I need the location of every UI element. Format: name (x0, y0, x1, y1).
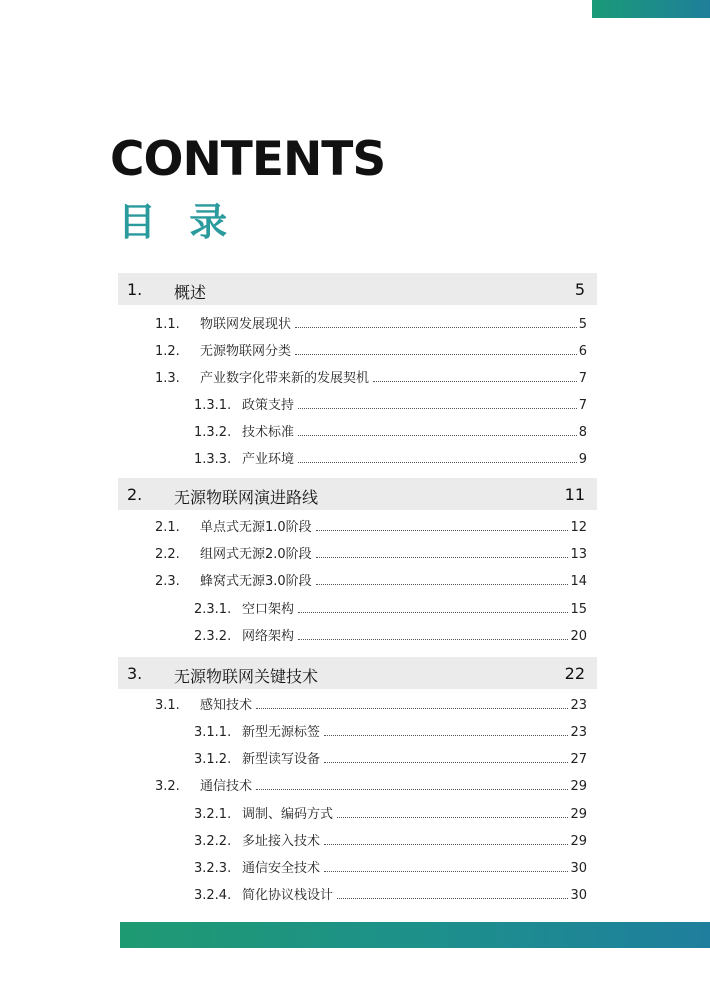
toc-entry-number: 2.3.1. (194, 602, 232, 617)
toc-entry-title: 技术标准 (242, 425, 295, 440)
toc-entry-number: 3.2.3. (194, 861, 232, 876)
toc-entry-number: 2.3.2. (194, 629, 232, 644)
toc-entry-page: 29 (570, 807, 587, 822)
toc-chapter-number: 3. (127, 664, 143, 683)
toc-entry-number: 3.2.1. (194, 807, 232, 822)
toc-subsubsection-row[interactable] (194, 420, 587, 440)
toc-entry-number: 1.3.1. (194, 398, 232, 413)
toc-dot-leader (298, 611, 568, 613)
toc-section-row[interactable] (155, 542, 587, 562)
toc-section-row[interactable] (155, 339, 587, 359)
toc-chapter-page: 11 (564, 485, 585, 504)
toc-entry-title: 通信技术 (200, 779, 253, 794)
toc-section-row[interactable] (155, 312, 587, 332)
toc-dot-leader (256, 788, 568, 790)
toc-entry-page: 13 (570, 547, 587, 562)
toc-dot-leader (256, 707, 568, 709)
toc-entry-title: 产业数字化带来新的发展契机 (200, 371, 370, 386)
toc-dot-leader (324, 843, 568, 845)
toc-entry-number: 3.1.2. (194, 752, 232, 767)
toc-entry-number: 1.2. (155, 344, 180, 359)
toc-entry-number: 1.3.2. (194, 425, 232, 440)
contents-heading: CONTENTS (110, 132, 386, 187)
toc-entry-number: 1.3.3. (194, 452, 232, 467)
toc-chapter-row[interactable] (118, 478, 597, 510)
toc-entry-number: 3.1.1. (194, 725, 232, 740)
toc-chapter-number: 2. (127, 485, 143, 504)
toc-entry-number: 2.1. (155, 520, 180, 535)
toc-section-row[interactable] (155, 569, 587, 589)
toc-entry-page: 23 (570, 725, 587, 740)
toc-entry-title: 政策支持 (242, 398, 295, 413)
toc-subsubsection-row[interactable] (194, 747, 587, 767)
toc-entry-page: 29 (570, 779, 587, 794)
toc-entry-title: 感知技术 (200, 698, 253, 713)
toc-dot-leader (373, 380, 577, 382)
toc-dot-leader (295, 353, 577, 355)
toc-section-row[interactable] (155, 774, 587, 794)
toc-chapter-title: 概述 (174, 283, 207, 302)
toc-dot-leader (316, 556, 569, 558)
toc-entry-title: 调制、编码方式 (242, 807, 334, 822)
toc-section-row[interactable] (155, 693, 587, 713)
toc-entry-title: 蜂窝式无源3.0阶段 (200, 574, 312, 589)
toc-entry-title: 简化协议栈设计 (242, 888, 334, 903)
toc-entry-number: 3.2. (155, 779, 180, 794)
toc-subsubsection-row[interactable] (194, 883, 587, 903)
toc-dot-leader (316, 529, 569, 531)
toc-entry-title: 空口架构 (242, 602, 295, 617)
toc-entry-page: 7 (578, 398, 587, 413)
toc-dot-leader (316, 583, 569, 585)
toc-entry-number: 1.3. (155, 371, 180, 386)
toc-chapter-number: 1. (127, 280, 143, 299)
toc-dot-leader (337, 897, 568, 899)
toc-subsubsection-row[interactable] (194, 720, 587, 740)
toc-entry-title: 新型读写设备 (242, 752, 321, 767)
toc-subsubsection-row[interactable] (194, 829, 587, 849)
toc-dot-leader (295, 326, 577, 328)
bottom-accent-band (120, 922, 710, 948)
toc-section-row[interactable] (155, 366, 587, 386)
toc-chapter-page: 22 (564, 664, 585, 683)
toc-entry-number: 1.1. (155, 317, 180, 332)
toc-chapter-page: 5 (574, 280, 585, 299)
toc-dot-leader (298, 461, 577, 463)
toc-entry-title: 产业环境 (242, 452, 295, 467)
toc-entry-number: 2.2. (155, 547, 180, 562)
toc-chapter-row[interactable] (118, 657, 597, 689)
toc-entry-number: 2.3. (155, 574, 180, 589)
toc-subsubsection-row[interactable] (194, 624, 587, 644)
toc-entry-number: 3.2.4. (194, 888, 232, 903)
toc-subsubsection-row[interactable] (194, 597, 587, 617)
toc-entry-page: 8 (578, 425, 587, 440)
toc-entry-page: 6 (578, 344, 587, 359)
toc-entry-page: 30 (570, 888, 587, 903)
toc-entry-title: 单点式无源1.0阶段 (200, 520, 312, 535)
toc-section-row[interactable] (155, 515, 587, 535)
toc-chapter-title: 无源物联网关键技术 (174, 667, 319, 686)
toc-entry-number: 3.2.2. (194, 834, 232, 849)
toc-entry-page: 27 (570, 752, 587, 767)
toc-subsubsection-row[interactable] (194, 856, 587, 876)
toc-chapter-row[interactable] (118, 273, 597, 305)
contents-heading-cn: 目 录 (118, 199, 238, 244)
toc-entry-page: 29 (570, 834, 587, 849)
toc-dot-leader (324, 734, 568, 736)
toc-entry-page: 9 (578, 452, 587, 467)
toc-entry-page: 15 (570, 602, 587, 617)
toc-entry-title: 网络架构 (242, 629, 295, 644)
toc-chapter-title: 无源物联网演进路线 (174, 488, 319, 507)
toc-dot-leader (324, 761, 568, 763)
toc-entry-page: 20 (570, 629, 587, 644)
toc-dot-leader (298, 638, 568, 640)
toc-dot-leader (298, 407, 577, 409)
toc-entry-title: 无源物联网分类 (200, 344, 292, 359)
toc-entry-page: 5 (578, 317, 587, 332)
toc-entry-title: 组网式无源2.0阶段 (200, 547, 312, 562)
toc-entry-title: 物联网发展现状 (200, 317, 292, 332)
toc-entry-page: 7 (578, 371, 587, 386)
toc-subsubsection-row[interactable] (194, 447, 587, 467)
toc-entry-title: 通信安全技术 (242, 861, 321, 876)
toc-entry-page: 30 (570, 861, 587, 876)
toc-entry-page: 12 (570, 520, 587, 535)
toc-dot-leader (324, 870, 568, 872)
toc-subsubsection-row[interactable] (194, 802, 587, 822)
toc-entry-title: 多址接入技术 (242, 834, 321, 849)
toc-entry-title: 新型无源标签 (242, 725, 321, 740)
toc-entry-number: 3.1. (155, 698, 180, 713)
toc-dot-leader (337, 816, 568, 818)
toc-subsubsection-row[interactable] (194, 393, 587, 413)
toc-dot-leader (298, 434, 577, 436)
toc-entry-page: 14 (570, 574, 587, 589)
toc-entry-page: 23 (570, 698, 587, 713)
